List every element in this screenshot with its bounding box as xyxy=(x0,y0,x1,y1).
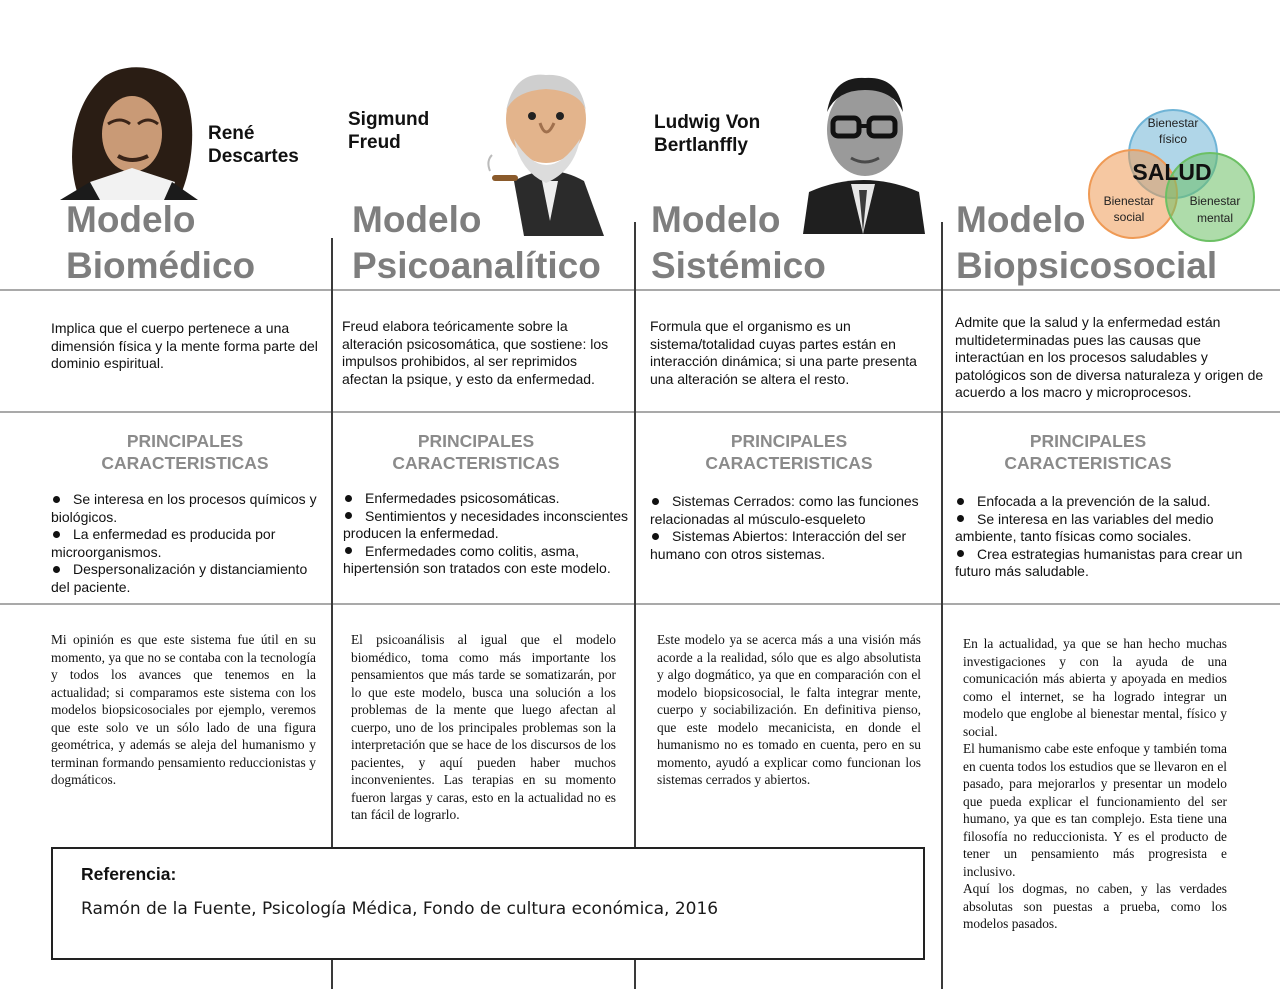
bullet-icon xyxy=(345,547,352,554)
list-item: Enfermedades psicosomáticas. xyxy=(343,490,629,508)
model-description: Formula que el organismo es un sistema/totalidad cuyas partes están en interacción dinámica; si una parte presenta una alteración se altera el resto. xyxy=(650,318,917,387)
bullet-icon xyxy=(345,495,352,502)
model-title-psicoanalitico: Modelo Psicoanalítico xyxy=(352,199,601,286)
venn-right-label-1: Bienestar xyxy=(1189,194,1241,208)
reference-box xyxy=(51,847,925,960)
opinion-text: Este modelo ya se acerca más a una visión más acorde a la realidad, sólo que es algo absolutista y algo dogmático, ya que en comparación con el modelo biopsicosocial, le falta integrar mente, cuerpo y sociabilización. En definitiva pienso, que este modelo mecanicista, en donde el humanismo no es tomado en cuenta, pero en su momento, ayudó a explicar como funcionan los sistemas cerrados y abiertos. xyxy=(657,632,921,787)
bullet-icon xyxy=(652,533,659,540)
opinion-paragraph: El humanismo cabe este enfoque y también toma en cuenta todos los estudios que se llevaron en el pasado, para mejorarlos y presentar un modelo que pueda explicar el funcionamiento del ser humano, ya que es tan complejo. Esta tiene una filosofía no reduccionista. Y es el producto de tener un pensamiento más progresista e inclusivo. xyxy=(963,741,1227,879)
venn-top-label-1: Bienestar xyxy=(1147,116,1199,130)
list-item: Enfocada a la prevención de la salud. xyxy=(955,493,1245,511)
bullet-icon xyxy=(957,550,964,557)
bullet-icon xyxy=(53,531,60,538)
venn-center-label: SALUD xyxy=(1132,159,1212,185)
opinion-paragraph: Aquí los dogmas, no caben, y las verdades absolutas son puestas a prueba, como los modelos pasados. xyxy=(963,881,1227,931)
characteristics-list xyxy=(343,490,629,578)
model-description: Admite que la salud y la enfermedad están multideterminadas pues las causas que interactúan en los procesos saludables y patológicos son de diversa naturaleza y origen de acuerdo a los macro y microprocesos. xyxy=(955,314,1264,400)
characteristics-heading: PRINCIPALES CARACTERISTICAS xyxy=(1004,431,1172,473)
list-item: Sistemas Cerrados: como las funciones relacionadas al músculo-esqueleto xyxy=(650,493,919,527)
reference-label: Referencia: xyxy=(81,864,177,884)
model-title-sistemico: Modelo Sistémico xyxy=(651,199,826,286)
venn-left-label-1: Bienestar xyxy=(1103,194,1155,208)
row-divider-2 xyxy=(0,411,1280,413)
opinion-text xyxy=(963,635,1227,933)
characteristics-list xyxy=(955,493,1245,581)
model-description: Implica que el cuerpo pertenece a una dimensión física y la mente forma parte del dominio espiritual. xyxy=(51,320,318,371)
bullet-icon xyxy=(957,515,964,522)
venn-right-label-2: mental xyxy=(1196,211,1234,225)
characteristics-list xyxy=(51,491,323,596)
bullet-icon xyxy=(957,498,964,505)
venn-left-label-2: social xyxy=(1113,210,1145,224)
row-divider-1 xyxy=(0,289,1280,291)
characteristics-heading: PRINCIPALES CARACTERISTICAS xyxy=(705,431,873,473)
model-title-biopsicosocial: Modelo Biopsicosocial xyxy=(956,199,1218,286)
bullet-icon xyxy=(652,498,659,505)
characteristics-heading: PRINCIPALES CARACTERISTICAS xyxy=(101,431,269,473)
opinion-paragraph: En la actualidad, ya que se han hecho muchas investigaciones y con la ayuda de una comunicación más abierta y apoyada en medios como el internet, se ha logrado integrar un modelo que englobe al bienestar mental, físico y social. xyxy=(963,636,1227,739)
bullet-icon xyxy=(53,496,60,503)
person-name-freud: Sigmund Freud xyxy=(348,109,430,153)
characteristics-list xyxy=(650,493,928,563)
venn-top-label-2: físico xyxy=(1158,132,1188,146)
list-item: Se interesa en las variables del medio ambiente, tanto físicas como sociales. xyxy=(955,510,1214,544)
row-divider-3 xyxy=(0,603,1280,605)
descartes-portrait xyxy=(60,64,198,200)
list-item: Despersonalización y distanciamiento del paciente. xyxy=(51,561,308,595)
model-title-biomedico: Modelo Biomédico xyxy=(66,199,256,286)
list-item: Enfermedades como colitis, asma, hipertensión son tratados con este modelo. xyxy=(343,542,611,576)
bullet-icon xyxy=(53,566,60,573)
list-item: Crea estrategias humanistas para crear un futuro más saludable. xyxy=(955,545,1243,579)
opinion-text: El psicoanálisis al igual que el modelo biomédico, toma como más importante los pensamientos que más tarde se somatizarán, por lo que este modelo, busca una solución a los problemas de la mente que luego afectan al cuerpo, uno de los principales problemas son la interpretación que se hace de los discursos de los pacientes, y aquí pueden haber muchos inconvenientes. Las terapias en su momento fueron largas y caras, esto en la actualidad no es tan fácil de lograrlo. xyxy=(351,632,616,822)
list-item: Se interesa en los procesos químicos y biológicos. xyxy=(51,491,317,525)
list-item: Sentimientos y necesidades inconscientes producen la enfermedad. xyxy=(343,507,629,541)
person-name-descartes: René Descartes xyxy=(208,123,299,167)
person-name-bertalanffy: Ludwig Von Bertlanffly xyxy=(654,112,761,156)
list-item: La enfermedad es producida por microorganismos. xyxy=(51,526,276,560)
model-description: Freud elabora teóricamente sobre la alteración psicosomática, que sostiene: los impulsos prohibidos, al ser reprimidos afectan la psique, y esto da enfermedad. xyxy=(342,318,609,387)
opinion-text: Mi opinión es que este sistema fue útil en su momento, ya que no se contaba con la tecnología y todos los avances que tenemos en la actualidad; si comparamos este sistema con los modelos biopsicosociales por ejemplo, veremos que este solo ve un sólo lado de una figura geométrica, y además se aleja del humanismo y terminan formando pensamiento reduccionistas y dogmáticos. xyxy=(51,632,316,787)
bullet-icon xyxy=(345,512,352,519)
reference-text: Ramón de la Fuente, Psicología Médica, Fondo de cultura económica, 2016 xyxy=(81,899,719,919)
characteristics-heading: PRINCIPALES CARACTERISTICAS xyxy=(392,431,560,473)
list-item: Sistemas Abiertos: Interacción del ser humano con otros sistemas. xyxy=(650,528,907,562)
column-divider-3 xyxy=(941,222,943,989)
